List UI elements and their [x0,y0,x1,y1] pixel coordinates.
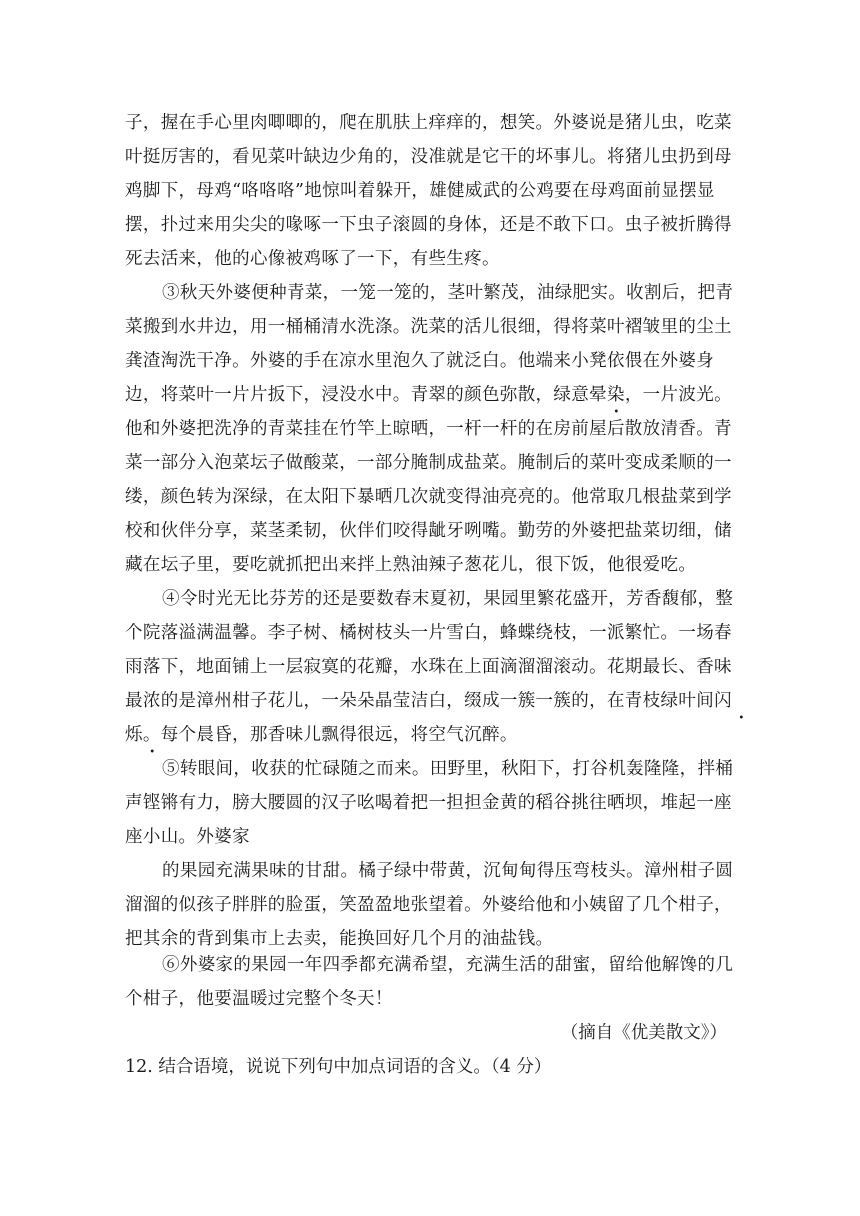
paragraph-3-text-b: 染，一片波光。他和外婆把洗净的青菜挂在竹竿上晾晒，一杆一杆的在房前屋后散放清香。青菜一部分入泡菜坛子做酸菜，一部分腌制成盐菜。腌制后的菜叶变成柔顺的一缕，颜色转为深绿，在太阳下暴晒几次就变得油亮亮的。他常取几根盐菜到学校和伙伴分享，菜茎柔韧，伙伴们咬得龇牙咧嘴。勤劳的外婆把盐菜切细，储藏在坛子里，要吃就抓把出来拌上熟油辣子葱花儿，很下饭，他很爱吃。 [125,385,732,575]
paragraph-4-text-a: ④令时光无比芬芳的还是要数春末夏初，果园里繁花盛开，芳香馥郁，整个院落溢满温馨。李子树、橘树枝头一片雪白，蜂蝶绕枝，一派繁忙。一场春雨落下，地面铺上一层寂寞的花瓣，水珠在上面滴溜溜滚动。花期最长、香味最浓的是漳州柑子花儿，一朵朵晶莹洁白，缀成一簇一簇的，在青枝绿叶间 [125,589,734,711]
emphasis-dot-char-2: 烁 [125,725,143,745]
emphasis-dot-word: 晕 [589,385,607,405]
paragraph-4-text-b: 。每个晨昏，那香味儿飘得很远，将空气沉醉。 [142,725,518,745]
question-12: 12. 结合语境，说说下列句中加点词语的含义。（4 分） [125,1057,552,1077]
paragraph-2-continued: 子，握在手心里肉唧唧的，爬在肌肤上痒痒的，想笑。外婆说是猪儿虫，吃菜叶挺厉害的，看见菜叶缺边少角的，没准就是它干的坏事儿。将猪儿虫扔到母鸡脚下，母鸡“咯咯咯”地惊叫着躲开，雄健威武的公鸡要在母鸡面前显摆显摆，扑过来用尖尖的喙啄一下虫子滚圆的身体，还是不敢下口。虫子被折腾得死去活来，他的心像被鸡啄了一下，有些生疼。 [125,113,732,269]
source-citation: （摘自《优美散文》） [560,1023,727,1043]
paragraph-6: ⑥外婆家的果园一年四季都充满希望，充满生活的甜蜜，留给他解馋的几个柑子，他要温暖过完整个冬天！ [125,955,734,1009]
emphasis-dot-char-1: 闪 [714,691,732,711]
paragraph-3 [125,276,737,582]
paragraph-3-text-a: ③秋天外婆便种青菜，一笼一笼的，茎叶繁茂，油绿肥实。收割后，把青菜搬到水井边，用一桶桶清水洗涤。洗菜的活儿很细，得将菜叶褶皱里的尘土龚渣淘洗干净。外婆的手在凉水里泡久了就泛白。他端来小凳依偎在外婆身边，将菜叶一片片扳下，浸没水中。青翠的颜色弥散，绿意 [125,283,734,405]
paragraph-4 [125,582,737,752]
paragraph-5: ⑤转眼间，收获的忙碌随之而来。田野里，秋阳下，打谷机轰隆隆，拌桶声铿锵有力，膀大腰圆的汉子吆喝着把一担担金黄的稻谷挑往晒坝，堆起一座座小山。外婆家 [125,759,734,847]
paragraph-5-continued: 的果园充满果味的甘甜。橘子绿中带黄，沉甸甸得压弯枝头。漳州柑子圆溜溜的似孩子胖胖的脸蛋，笑盈盈地张望着。外婆给他和小姨留了几个柑子，把其余的背到集市上去卖，能换回好几个月的油盐钱。 [125,861,734,949]
